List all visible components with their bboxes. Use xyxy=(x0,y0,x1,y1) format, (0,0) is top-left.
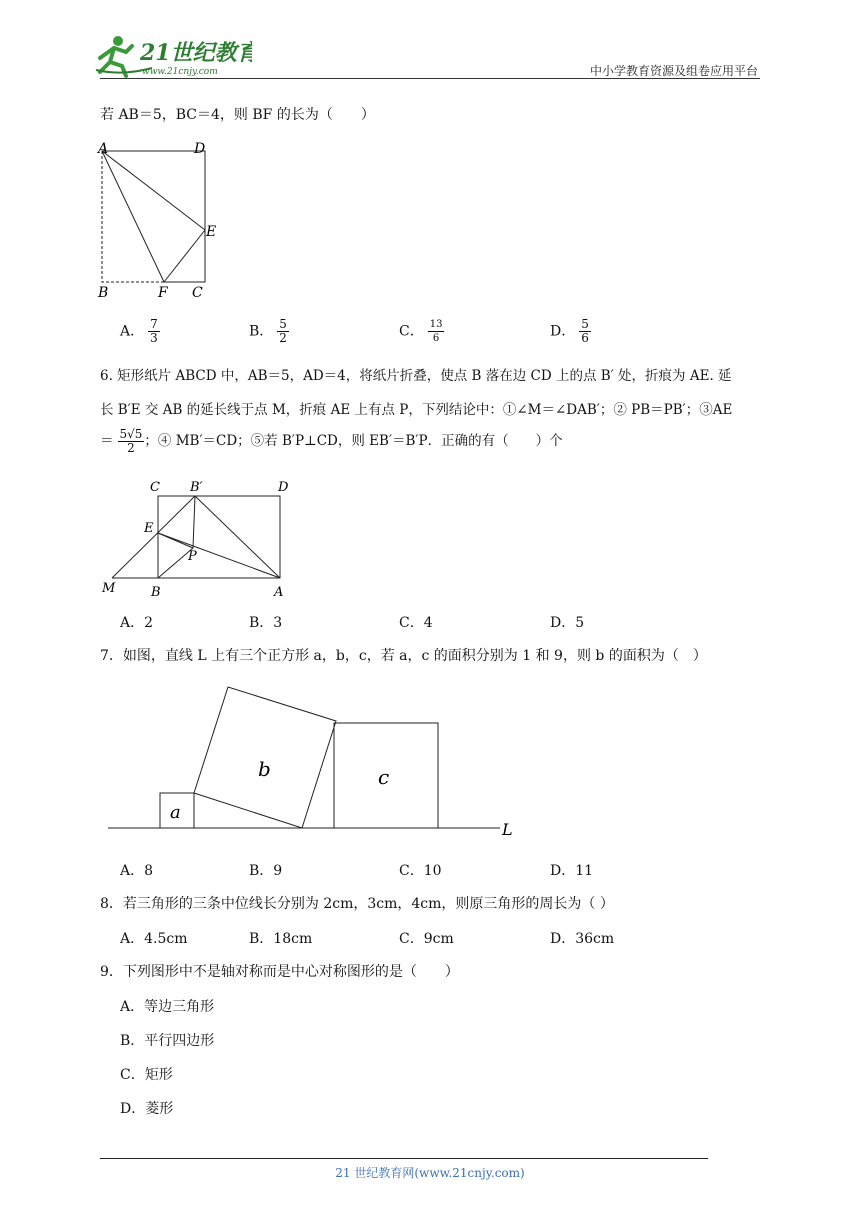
q6-label-b: B xyxy=(151,585,161,600)
q8-option-d: D．36cm xyxy=(550,931,615,947)
q6-line-2: 长 B′E 交 AB 的延长线于点 M，折痕 AE 上有点 P，下列结论中：①∠M＝∠DAB′；② PB＝PB′；③AE xyxy=(100,402,733,418)
q5-option-c: C． $\frac{13}{6}$ xyxy=(399,319,443,344)
logo-text: 21世纪教育 xyxy=(140,40,252,66)
q7-label-b: b xyxy=(258,757,271,781)
q5-option-a: A． $\frac{7}{3}$ xyxy=(120,317,158,345)
q6-option-c: C．4 xyxy=(399,615,433,631)
q8-option-a: A．4.5cm xyxy=(120,931,188,947)
q6-label-c: C xyxy=(150,480,160,495)
q6-option-b: B．3 xyxy=(249,615,283,631)
q9-option-a: A．等边三角形 xyxy=(120,999,215,1015)
q9-option-b: B．平行四边形 xyxy=(120,1033,215,1049)
q7-figure xyxy=(100,680,520,842)
q5-label-c: C xyxy=(192,285,203,301)
q9-option-d: D．菱形 xyxy=(120,1101,174,1117)
q5-label-b: B xyxy=(98,285,109,301)
q7-label-a: a xyxy=(170,802,181,823)
q7-stem: 7．如图，直线 L 上有三个正方形 a，b，c，若 a，c 的面积分别为 1 和 9，则 b 的面积为（ ） xyxy=(100,648,707,664)
header-divider xyxy=(100,78,760,79)
q5-option-d: D． $\frac{5}{6}$ xyxy=(550,317,589,345)
q5-option-b: B． $\frac{5}{2}$ xyxy=(249,317,287,345)
q6-label-bprime: B′ xyxy=(190,480,203,495)
q5-stem: 若 AB＝5，BC＝4，则 BF 的长为（ ） xyxy=(100,107,375,123)
header-platform-text: 中小学教育资源及组卷应用平台 xyxy=(589,64,758,78)
q6-label-a: A xyxy=(274,585,284,600)
q6-label-m: M xyxy=(102,581,116,596)
q6-line-1: 6. 矩形纸片 ABCD 中，AB＝5，AD＝4，将纸片折叠，使点 B 落在边 CD 上的点 B′ 处，折痕为 AE. 延 xyxy=(100,368,732,384)
q6-label-p: P xyxy=(188,549,197,564)
q7-option-c: C．10 xyxy=(399,863,442,879)
q5-label-e: E xyxy=(206,224,217,240)
q7-option-a: A．8 xyxy=(120,863,154,879)
q6-label-d: D xyxy=(278,480,289,495)
q5-label-d: D xyxy=(194,141,206,157)
q6-figure xyxy=(100,476,300,600)
q8-stem: 8．若三角形的三条中位线长分别为 2cm，3cm，4cm，则原三角形的周长为（ ） xyxy=(100,896,614,912)
q7-option-d: D．11 xyxy=(550,863,594,879)
q8-option-b: B．18cm xyxy=(249,931,313,947)
q7-label-l: L xyxy=(502,820,513,839)
q7-option-b: B．9 xyxy=(249,863,283,879)
q5-label-a: A xyxy=(98,141,109,157)
logo-url: www.21cnjy.com xyxy=(142,67,218,77)
q7-label-c: c xyxy=(378,765,390,789)
q9-option-c: C．矩形 xyxy=(120,1067,173,1083)
footer-text: 21 世纪教育网(www.21cnjy.com) xyxy=(335,1166,525,1180)
footer-divider xyxy=(100,1158,708,1159)
q9-stem: 9．下列图形中不是轴对称而是中心对称图形的是（ ） xyxy=(100,964,459,980)
q5-figure xyxy=(94,138,224,303)
runner-logo-icon xyxy=(92,32,252,80)
q8-option-c: C．9cm xyxy=(399,931,454,947)
q6-option-d: D．5 xyxy=(550,615,585,631)
q6-line-3: ＝ $\frac{5√5}{2}$ ；④ MB′＝CD；⑤若 B′P⊥CD，则 EB′＝B′P．正确的有（ ）个 xyxy=(100,427,563,455)
site-logo xyxy=(92,32,252,80)
q6-label-e: E xyxy=(144,521,154,536)
q6-option-a: A．2 xyxy=(120,615,154,631)
q5-label-f: F xyxy=(158,285,168,301)
